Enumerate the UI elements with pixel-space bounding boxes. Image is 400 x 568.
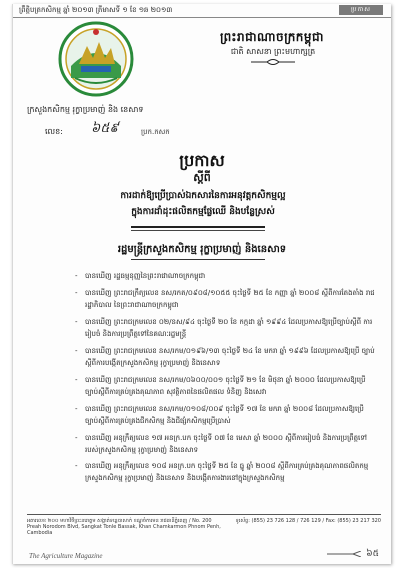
document-title: ប្រកាស bbox=[179, 151, 225, 170]
magazine-name: The Agriculture Magazine bbox=[29, 552, 103, 560]
minister-title: រដ្ឋមន្ត្រីក្រសួងកសិកម្ម រុក្ខាប្រមាញ់ និងនេសាទ bbox=[117, 244, 287, 255]
divider-thick bbox=[131, 226, 265, 228]
list-item: - បានឃើញ រដ្ឋធម្មនុញ្ញនៃព្រះរាជាណាចក្រកម្ពុជា bbox=[75, 270, 379, 282]
list-item: - បានឃើញ ព្រះរាជក្រមលេខ នស/រកម/០៦០០/០០១ ចុះថ្ងៃទី ២១ ខែ មិថុនា ឆ្នាំ ២០០០ ដែលប្រកាសឱ្យប្រើ ច្បាប់ស្តីពីការគ្រប់គ្រងគុណភាព សុវត្ថិភាពនៃផលិតផល ទំនិញ និងសេវា bbox=[75, 374, 379, 398]
list-item: - បានឃើញ ព្រះរាជក្រមលេខ ០២/នស/៩៤ ចុះថ្ងៃទី ២០ ខែ កក្កដា ឆ្នាំ ១៩៩៤ ដែលប្រកាសឱ្យប្រើច្បាប់ស្តីពី ការរៀបចំ និងការប្រព្រឹត្តទៅនៃគណៈរដ្ឋមន្ត្រី bbox=[75, 316, 379, 340]
minister-divider bbox=[131, 259, 265, 260]
ornament-divider bbox=[249, 58, 297, 66]
reference-code: ប្រក.កសក bbox=[141, 128, 170, 136]
header-text: ព្រឹត្តិបត្រកសិកម្ម ឆ្នាំ ២០១៣ ត្រីមាសទី ១ ខែ ១ឆ ២០១៣ bbox=[19, 6, 173, 14]
visa-list bbox=[75, 270, 379, 488]
ministry-emblem-logo bbox=[57, 20, 135, 98]
footer-address: អគារលេខ ២០០ មហាវិថីព្រះនរោត្តម សង្កាត់ទន្លេបាសាក់ ខណ្ឌចំការមន រាជធានីភ្នំពេញ / No. 200 Preah Norodom Blvd, Sangkat Tonle Bassak, Khan Chamkarmon Phnom Penh, Cambodia bbox=[27, 518, 221, 536]
letterhead-footer bbox=[27, 514, 381, 536]
section-tag: ប្រកាស bbox=[339, 5, 383, 15]
list-item: - បានឃើញ អនុក្រឹត្យលេខ ១៧ អនក្រ.បក ចុះថ្ងៃទី ០៧ ខែ មេសា ឆ្នាំ ២០០០ ស្តីពីការរៀបចំ និងការប្រព្រឹត្តទៅ របស់ក្រសួងកសិកម្ម រុក្ខាប្រមាញ់ និងនេសាទ bbox=[75, 432, 379, 456]
reference-number: ៦៥៩ bbox=[91, 121, 119, 136]
divider-thin bbox=[131, 230, 265, 231]
subject-line-1: ការដាក់ឱ្យប្រើប្រាស់ឯកសារនៃការអនុវត្តកសិកម្មល្អ bbox=[120, 191, 286, 201]
page-number: ៦៥ bbox=[366, 549, 379, 559]
kingdom-heading: ព្រះរាជាណាចក្រកម្ពុជា bbox=[220, 30, 324, 44]
ministry-name: ក្រសួងកសិកម្ម រុក្ខាប្រមាញ់ និង នេសាទ bbox=[27, 105, 144, 114]
document-page bbox=[12, 4, 391, 564]
page-number-decoration bbox=[327, 551, 361, 557]
document-subtitle: ស្តីពី bbox=[193, 171, 211, 184]
list-item: - បានឃើញ ព្រះរាជក្រឹត្យលេខ នស/រកត/០៩០៨/១០៥៥ ចុះថ្ងៃទី ២៥ ខែ កញ្ញា ឆ្នាំ ២០០៨ ស្តីពីការតែងតាំង រាជរដ្ឋាភិបាល នៃព្រះរាជាណាចក្រកម្ពុជា bbox=[75, 287, 379, 311]
footer-contact: ទូរស័ព្ទ: (855) 23 726 128 / 726 129 / Fax: (855) 23 217 320 bbox=[235, 518, 381, 524]
list-item: - បានឃើញ ព្រះរាជក្រមលេខ នស/រកម/០១៩៦/១៣ ចុះថ្ងៃទី ២៤ ខែ មករា ឆ្នាំ ១៩៩៦ ដែលប្រកាសឱ្យប្រើ ច្បាប់ស្តីពីការបង្កើតក្រសួងកសិកម្ម រុក្ខាប្រមាញ់ និងនេសាទ bbox=[75, 345, 379, 369]
document-subject bbox=[53, 188, 353, 220]
list-item: - បានឃើញ អនុក្រឹត្យលេខ ១០៨ អនក្រ.បក ចុះថ្ងៃទី ២៥ ខែ ធ្នូ ឆ្នាំ ២០០៨ ស្តីពីការគ្រប់គ្រងគុណភាពផលិតកម្ម ក្រសួងកសិកម្ម រុក្ខាប្រមាញ់ និងនេសាទ និងបង្កើតការងារនៅក្នុងក្រសួងកសិកម្ម bbox=[75, 460, 379, 484]
reference-label: លេខ: bbox=[45, 127, 63, 136]
subject-line-2: ក្នុងការដាំដុះផលិតកម្មផ្លែឈើ និងបន្លែស្រស់ bbox=[131, 207, 275, 217]
page-header bbox=[13, 4, 391, 18]
nation-motto: ជាតិ សាសនា ព្រះមហាក្សត្រ bbox=[230, 47, 316, 56]
list-item: - បានឃើញ ព្រះរាជក្រមលេខ នស/រកម/០១០៨/០០៩ ចុះថ្ងៃទី ១៧ ខែ មករា ឆ្នាំ ២០០៨ ដែលប្រកាសឱ្យប្រើ ច្បាប់ស្តីពីការគ្រប់គ្រងជីកសិកម្ម និងជីផ្សំកសិកម្មប្រើប្រាស់ bbox=[75, 403, 379, 427]
